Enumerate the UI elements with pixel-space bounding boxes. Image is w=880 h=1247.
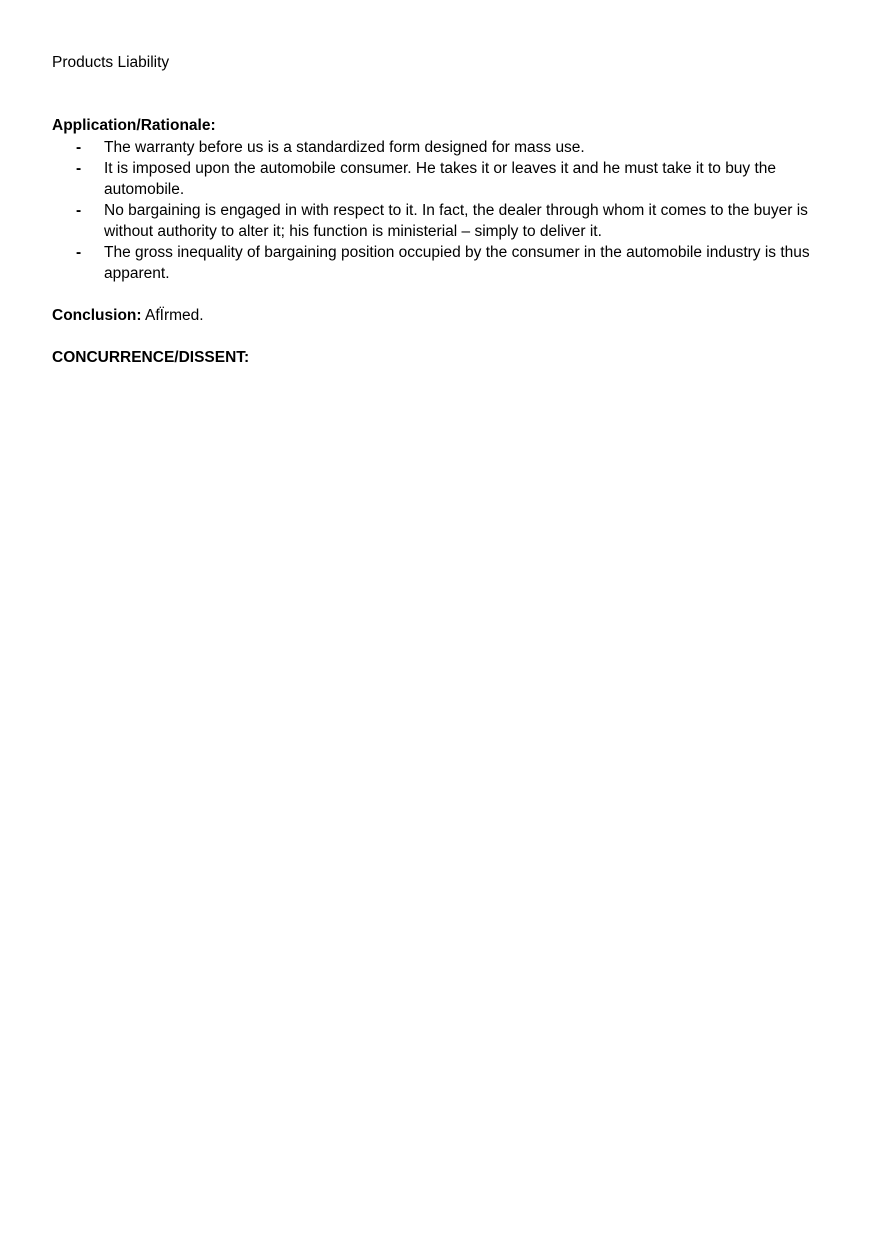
document-header: Products Liability [52,54,170,71]
bullet-dash: - [76,160,82,177]
bullet-dash: - [76,139,82,156]
rationale-heading: Application/Rationale: [52,117,216,134]
rationale-list [0,137,880,284]
conclusion-text: AfÏrmed. [145,307,204,324]
list-item-text: The gross inequality of bargaining position occupied by the consumer in the automobile industry is thus apparent. [104,244,810,282]
list-item-text: No bargaining is engaged in with respect to it. In fact, the dealer through whom it comes to the buyer is without authority to alter it; his function is ministerial – simply to deliver it. [104,202,808,240]
conclusion-label: Conclusion: [52,307,142,324]
concurrence-heading: CONCURRENCE/DISSENT: [52,349,250,366]
list-item [0,242,880,284]
list-item [0,158,880,200]
conclusion [52,305,204,326]
bullet-dash: - [76,244,82,261]
list-item-text: The warranty before us is a standardized form designed for mass use. [104,139,585,156]
bullet-dash: - [76,202,82,219]
list-item [0,137,880,158]
list-item-text: It is imposed upon the automobile consumer. He takes it or leaves it and he must take it to buy the automobile. [104,160,777,198]
list-item [0,200,880,242]
